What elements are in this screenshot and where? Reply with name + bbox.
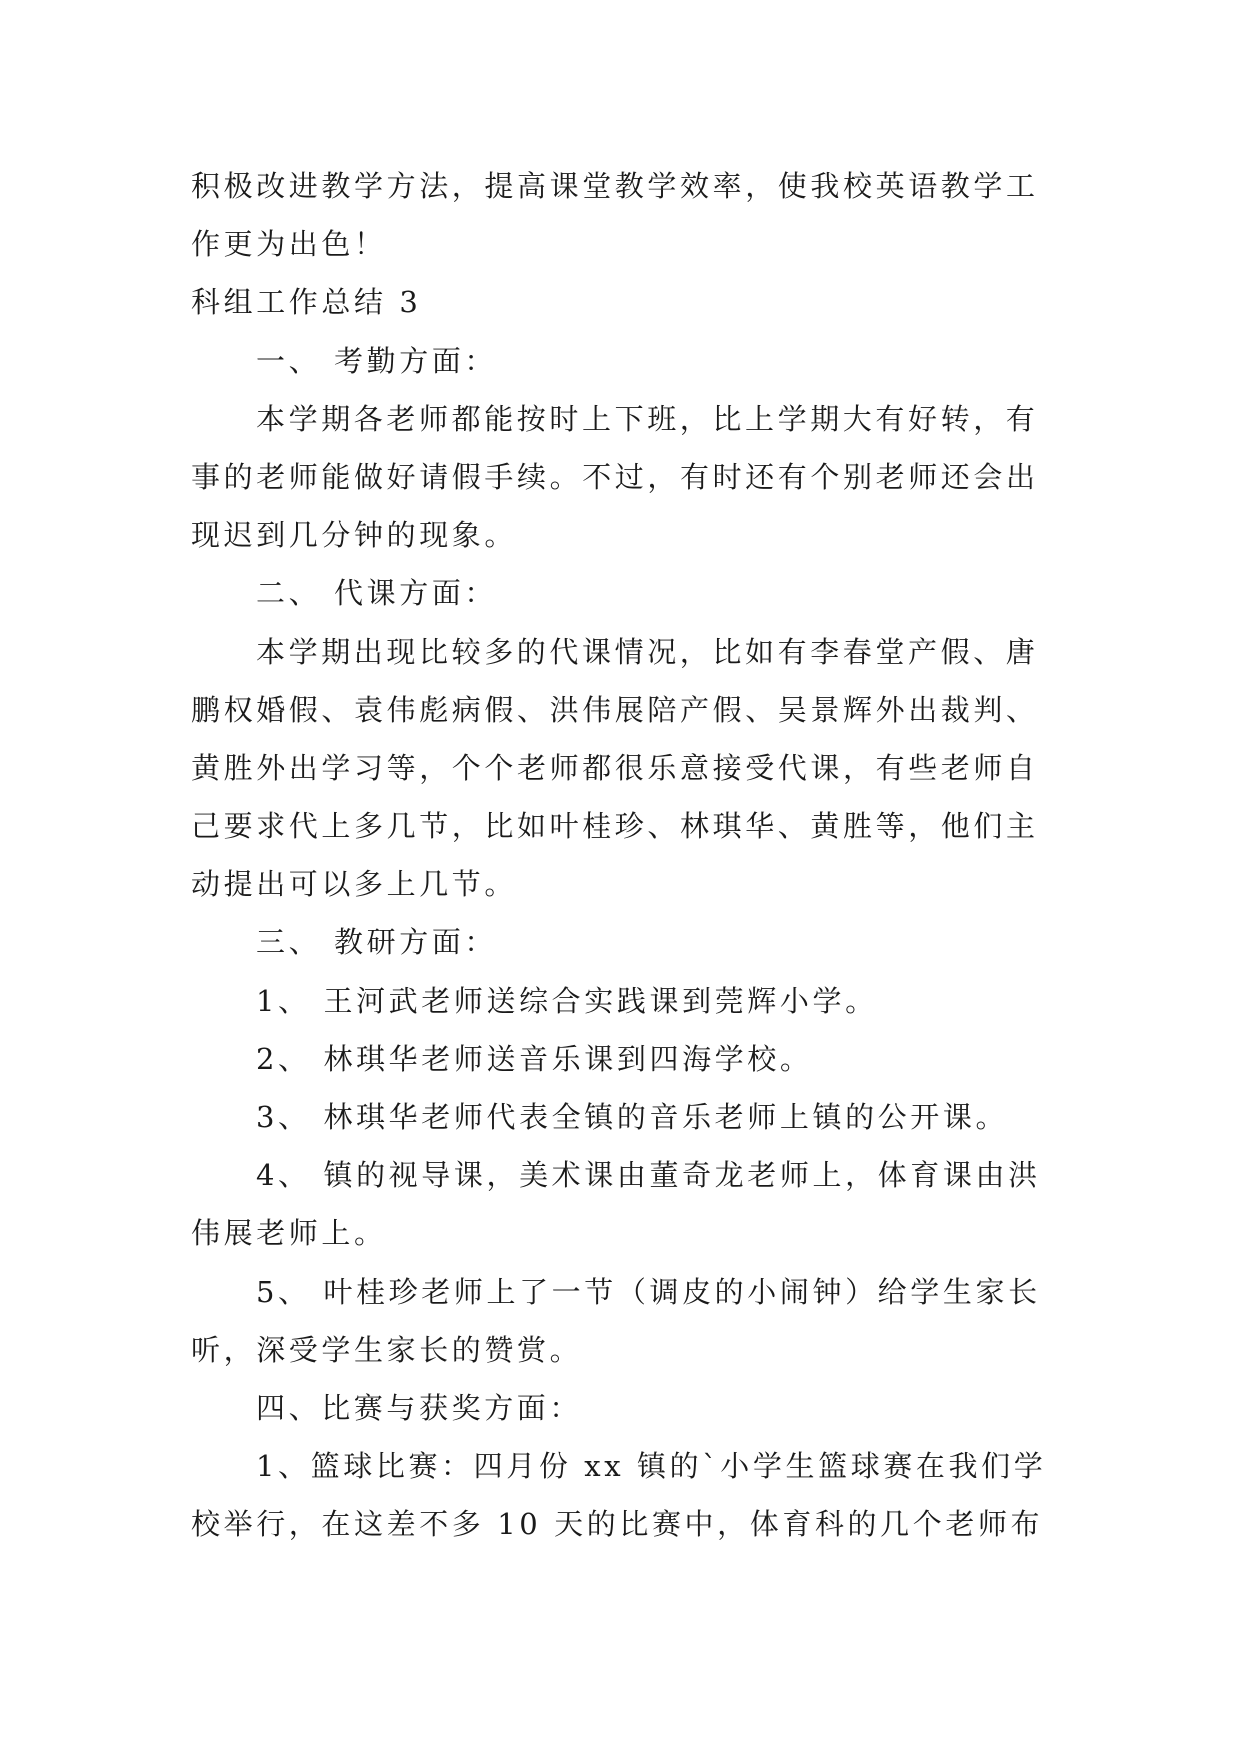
list-item: 3、 林琪华老师代表全镇的音乐老师上镇的公开课。 <box>256 1100 1009 1134</box>
text-line: 事的老师能做好请假手续。不过，有时还有个别老师还会出 <box>191 459 1039 494</box>
text-line: 本学期各老师都能按时上下班，比上学期大有好转，有 <box>256 401 1039 436</box>
text-line: 动提出可以多上几节。 <box>191 867 518 902</box>
heading-research: 三、 教研方面： <box>256 925 498 960</box>
text-line: 黄胜外出学习等，个个老师都很乐意接受代课，有些老师自 <box>191 750 1039 785</box>
list-item: 1、篮球比赛：四月份 xx 镇的`小学生篮球赛在我们学 <box>256 1449 1047 1484</box>
list-item: 1、 王河武老师送综合实践课到莞辉小学。 <box>256 983 878 1018</box>
list-item: 5、 叶桂珍老师上了一节（调皮的小闹钟）给学生家长 <box>256 1274 1041 1309</box>
text-line: 积极改进教学方法，提高课堂教学效率，使我校英语教学工 <box>191 169 1039 203</box>
text-line: 己要求代上多几节，比如叶桂珍、林琪华、黄胜等，他们主 <box>191 809 1039 844</box>
list-item: 4、 镇的视导课，美术课由董奇龙老师上，体育课由洪 <box>256 1158 1041 1193</box>
text-line: 现迟到几分钟的现象。 <box>191 518 518 553</box>
text-line: 伟展老师上。 <box>191 1216 387 1251</box>
text-line: 本学期出现比较多的代课情况，比如有李春堂产假、唐 <box>256 634 1039 669</box>
text-line: 鹏权婚假、袁伟彪病假、洪伟展陪产假、吴景辉外出裁判、 <box>191 692 1039 727</box>
list-item: 2、 林琪华老师送音乐课到四海学校。 <box>256 1041 813 1076</box>
text-line: 听，深受学生家长的赞赏。 <box>191 1332 583 1367</box>
heading-attendance: 一、 考勤方面： <box>256 343 498 378</box>
text-line: 校举行，在这差不多 10 天的比赛中，体育科的几个老师布 <box>191 1507 1044 1542</box>
text-line: 作更为出色！ <box>191 227 387 262</box>
heading-substitute: 二、 代课方面： <box>256 576 498 611</box>
heading-competition: 四、比赛与获奖方面： <box>256 1390 583 1425</box>
document-body <box>191 157 1051 1554</box>
section-title: 科组工作总结 3 <box>191 285 422 320</box>
